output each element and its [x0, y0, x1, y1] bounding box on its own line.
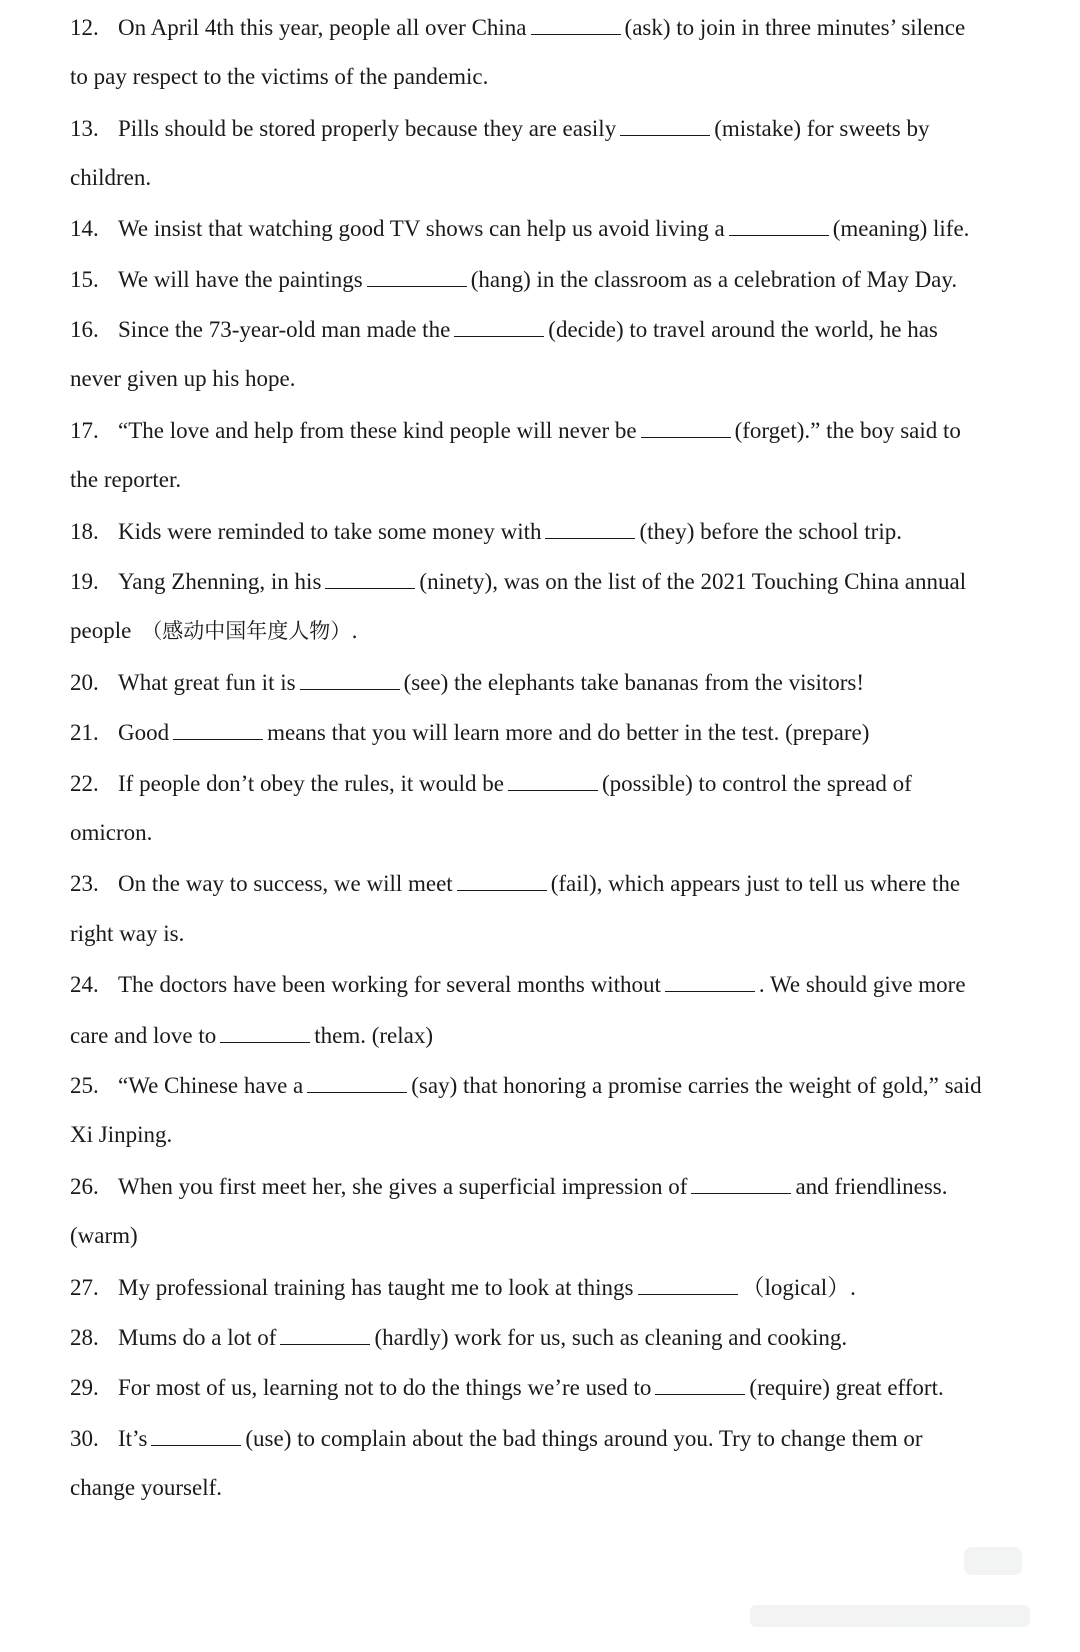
- question-number: 13.: [70, 116, 99, 141]
- question-26-continuation: [70, 1221, 1040, 1251]
- question-number: 16.: [70, 317, 99, 342]
- question-number: 30.: [70, 1426, 99, 1451]
- question-text: (forget).” the boy said to: [734, 418, 961, 443]
- question-text: We insist that watching good TV shows can help us avoid living a: [118, 216, 725, 241]
- question-13-continuation: [70, 163, 1040, 193]
- question-text: “The love and help from these kind people will never be: [118, 418, 637, 443]
- answer-blank: [280, 1322, 370, 1345]
- question-text: “We Chinese have a: [118, 1073, 304, 1098]
- question-text: Good: [118, 720, 170, 745]
- question-text: For most of us, learning not to do the things we’re used to: [118, 1375, 652, 1400]
- question-16-continuation: [70, 364, 1040, 394]
- question-text: My professional training has taught me to look at things: [118, 1275, 634, 1300]
- answer-blank: [638, 1272, 738, 1295]
- question-23-line: [70, 868, 1040, 899]
- question-number: 20.: [70, 670, 99, 695]
- app-logo-watermark-icon: [964, 1547, 1022, 1575]
- question-number: 23.: [70, 871, 99, 896]
- question-text: right way is.: [70, 921, 185, 946]
- question-30-line: [70, 1423, 1040, 1454]
- question-number: 22.: [70, 771, 99, 796]
- question-text: to pay respect to the victims of the pandemic.: [70, 64, 489, 89]
- question-27-line: [70, 1272, 1040, 1303]
- question-text: people: [70, 618, 132, 643]
- question-14-line: [70, 213, 1040, 244]
- question-text: (hardly) work for us, such as cleaning and cooking.: [374, 1325, 848, 1350]
- watermark-text-blur: [750, 1605, 1030, 1627]
- question-number: 27.: [70, 1275, 99, 1300]
- question-text: children.: [70, 165, 152, 190]
- answer-blank: [367, 264, 467, 287]
- question-number: 14.: [70, 216, 99, 241]
- question-text: Mums do a lot of: [118, 1325, 277, 1350]
- question-28-line: [70, 1322, 1040, 1353]
- question-29-line: [70, 1372, 1040, 1403]
- question-text: change yourself.: [70, 1475, 222, 1500]
- answer-blank: [531, 12, 621, 35]
- question-17-continuation: [70, 465, 1040, 495]
- question-16-line: [70, 314, 1040, 345]
- question-13-line: [70, 113, 1040, 144]
- answer-blank: [457, 868, 547, 891]
- question-20-line: [70, 667, 1040, 698]
- question-number: 15.: [70, 267, 99, 292]
- question-text: means that you will learn more and do better in the test. (prepare): [267, 720, 870, 745]
- answer-blank: [665, 969, 755, 992]
- question-text: (ninety), was on the list of the 2021 Touching China annual: [419, 569, 967, 594]
- question-12-line: [70, 12, 1040, 43]
- question-text: (decide) to travel around the world, he has: [548, 317, 938, 342]
- question-text: It’s: [118, 1426, 148, 1451]
- question-26-line: [70, 1171, 1040, 1202]
- question-text: (say) that honoring a promise carries the weight of gold,” said: [411, 1073, 982, 1098]
- question-number: 17.: [70, 418, 99, 443]
- chinese-annotation: （感动中国年度人物）.: [141, 619, 358, 643]
- question-text: The doctors have been working for several months without: [118, 972, 661, 997]
- question-text: and friendliness.: [795, 1174, 948, 1199]
- answer-blank: [691, 1171, 791, 1194]
- question-text: care and love to: [70, 1023, 217, 1048]
- answer-blank: [220, 1020, 310, 1043]
- question-19-line: [70, 566, 1040, 597]
- question-22-line: [70, 768, 1040, 799]
- question-text: (hang) in the classroom as a celebration of May Day.: [470, 267, 958, 292]
- question-15-line: [70, 264, 1040, 295]
- question-text: （logical）.: [741, 1275, 856, 1300]
- question-text: On April 4th this year, people all over China: [118, 15, 527, 40]
- question-24-continuation: [70, 1020, 1040, 1051]
- question-30-continuation: [70, 1473, 1040, 1503]
- question-18-line: [70, 516, 1040, 547]
- question-21-line: [70, 717, 1040, 748]
- question-23-continuation: [70, 919, 1040, 949]
- question-text: Yang Zhenning, in his: [118, 569, 322, 594]
- question-text: On the way to success, we will meet: [118, 871, 453, 896]
- question-12-continuation: [70, 62, 1040, 92]
- answer-blank: [173, 717, 263, 740]
- question-25-line: [70, 1070, 1040, 1101]
- question-22-continuation: [70, 818, 1040, 848]
- answer-blank: [325, 566, 415, 589]
- question-number: 26.: [70, 1174, 99, 1199]
- question-text: We will have the paintings: [118, 267, 363, 292]
- question-text: (possible) to control the spread of: [602, 771, 912, 796]
- answer-blank: [300, 667, 400, 690]
- question-text: Since the 73-year-old man made the: [118, 317, 451, 342]
- question-number: 21.: [70, 720, 99, 745]
- question-text: When you first meet her, she gives a superficial impression of: [118, 1174, 688, 1199]
- question-text: (ask) to join in three minutes’ silence: [624, 15, 966, 40]
- question-text: (warm): [70, 1223, 138, 1248]
- question-text: Xi Jinping.: [70, 1122, 173, 1147]
- question-text: omicron.: [70, 820, 153, 845]
- question-number: 12.: [70, 15, 99, 40]
- question-24-line: [70, 969, 1040, 1000]
- question-number: 18.: [70, 519, 99, 544]
- question-text: never given up his hope.: [70, 366, 296, 391]
- question-text: (fail), which appears just to tell us where the: [550, 871, 961, 896]
- answer-blank: [151, 1423, 241, 1446]
- question-text: What great fun it is: [118, 670, 296, 695]
- question-17-line: [70, 415, 1040, 446]
- question-text: . We should give more: [758, 972, 966, 997]
- question-number: 25.: [70, 1073, 99, 1098]
- question-text: (require) great effort.: [749, 1375, 944, 1400]
- answer-blank: [454, 314, 544, 337]
- question-text: them. (relax): [314, 1023, 434, 1048]
- question-number: 24.: [70, 972, 99, 997]
- question-19-continuation: [70, 616, 1040, 646]
- answer-blank: [307, 1070, 407, 1093]
- answer-blank: [545, 516, 635, 539]
- answer-blank: [641, 415, 731, 438]
- question-text: (see) the elephants take bananas from the visitors!: [403, 670, 865, 695]
- question-number: 19.: [70, 569, 99, 594]
- question-text: (meaning) life.: [832, 216, 970, 241]
- watermark: [730, 1547, 1030, 1627]
- question-25-continuation: [70, 1120, 1040, 1150]
- question-text: Pills should be stored properly because they are easily: [118, 116, 617, 141]
- question-text: If people don’t obey the rules, it would be: [118, 771, 505, 796]
- question-text: (use) to complain about the bad things around you. Try to change them or: [245, 1426, 923, 1451]
- question-text: (they) before the school trip.: [639, 519, 902, 544]
- answer-blank: [655, 1372, 745, 1395]
- answer-blank: [508, 768, 598, 791]
- question-number: 28.: [70, 1325, 99, 1350]
- question-text: (mistake) for sweets by: [714, 116, 930, 141]
- answer-blank: [620, 113, 710, 136]
- question-text: Kids were reminded to take some money with: [118, 519, 542, 544]
- question-text: the reporter.: [70, 467, 182, 492]
- question-number: 29.: [70, 1375, 99, 1400]
- answer-blank: [729, 213, 829, 236]
